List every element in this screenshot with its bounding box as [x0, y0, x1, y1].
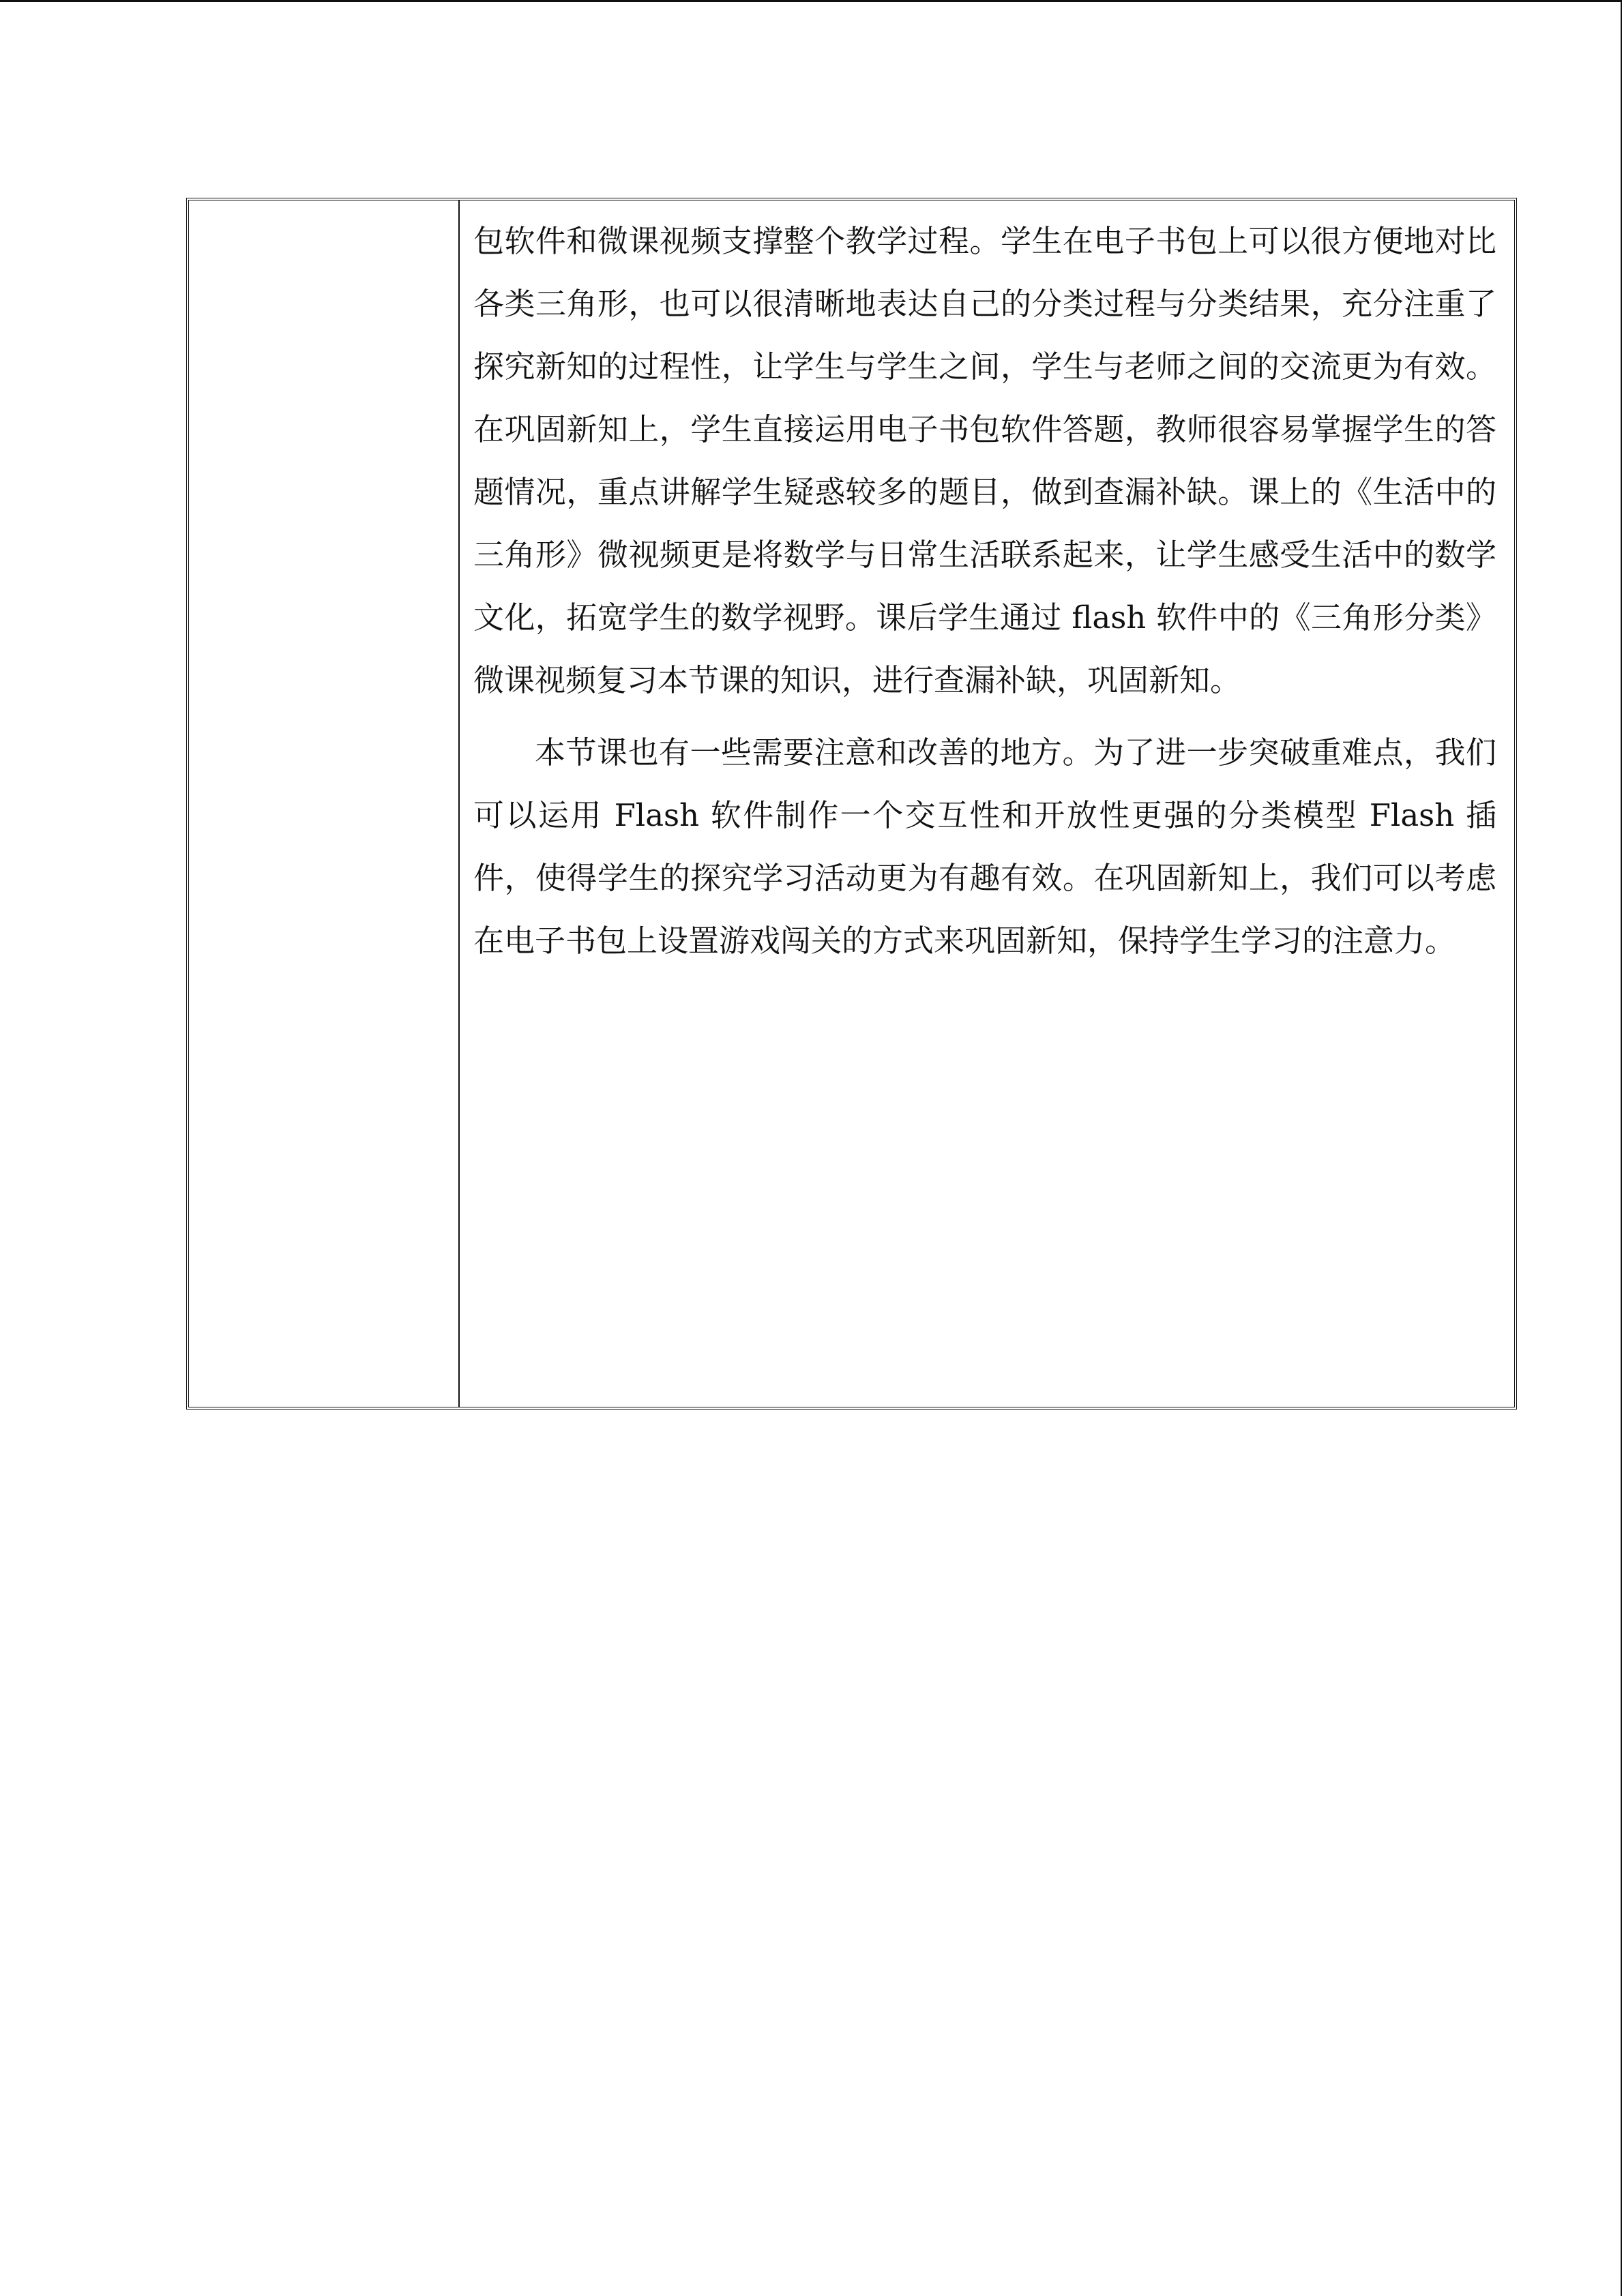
reflection-table — [186, 198, 1517, 1410]
paragraph-improvements: 本节课也有一些需要注意和改善的地方。为了进一步突破重难点，我们可以运用 Flash 软件制作一个交互性和开放性更强的分类模型 Flash 插件，使得学生的探究学习活动更为有趣有效。在巩固新知上，我们可以考虑在电子书包上设置游戏闯关的方式来巩固新知，保持学生学习的注意力。 — [473, 734, 1496, 959]
table-right-cell — [460, 200, 1514, 1407]
paragraph-teaching-process: 包软件和微课视频支撑整个教学过程。学生在电子书包上可以很方便地对比各类三角形，也可以很清晰地表达自己的分类过程与分类结果，充分注重了探究新知的过程性，让学生与学生之间，学生与老师之间的交流更为有效。在巩固新知上，学生直接运用电子书包软件答题，教师很容易掌握学生的答题情况，重点讲解学生疑惑较多的题目，做到查漏补缺。课上的《生活中的三角形》微视频更是将数学与日常生活联系起来，让学生感受生活中的数学文化，拓宽学生的数学视野。课后学生通过 flash 软件中的《三角形分类》微课视频复习本节课的知识，进行查漏补缺，巩固新知。 — [473, 223, 1496, 698]
table-left-cell — [189, 200, 460, 1407]
